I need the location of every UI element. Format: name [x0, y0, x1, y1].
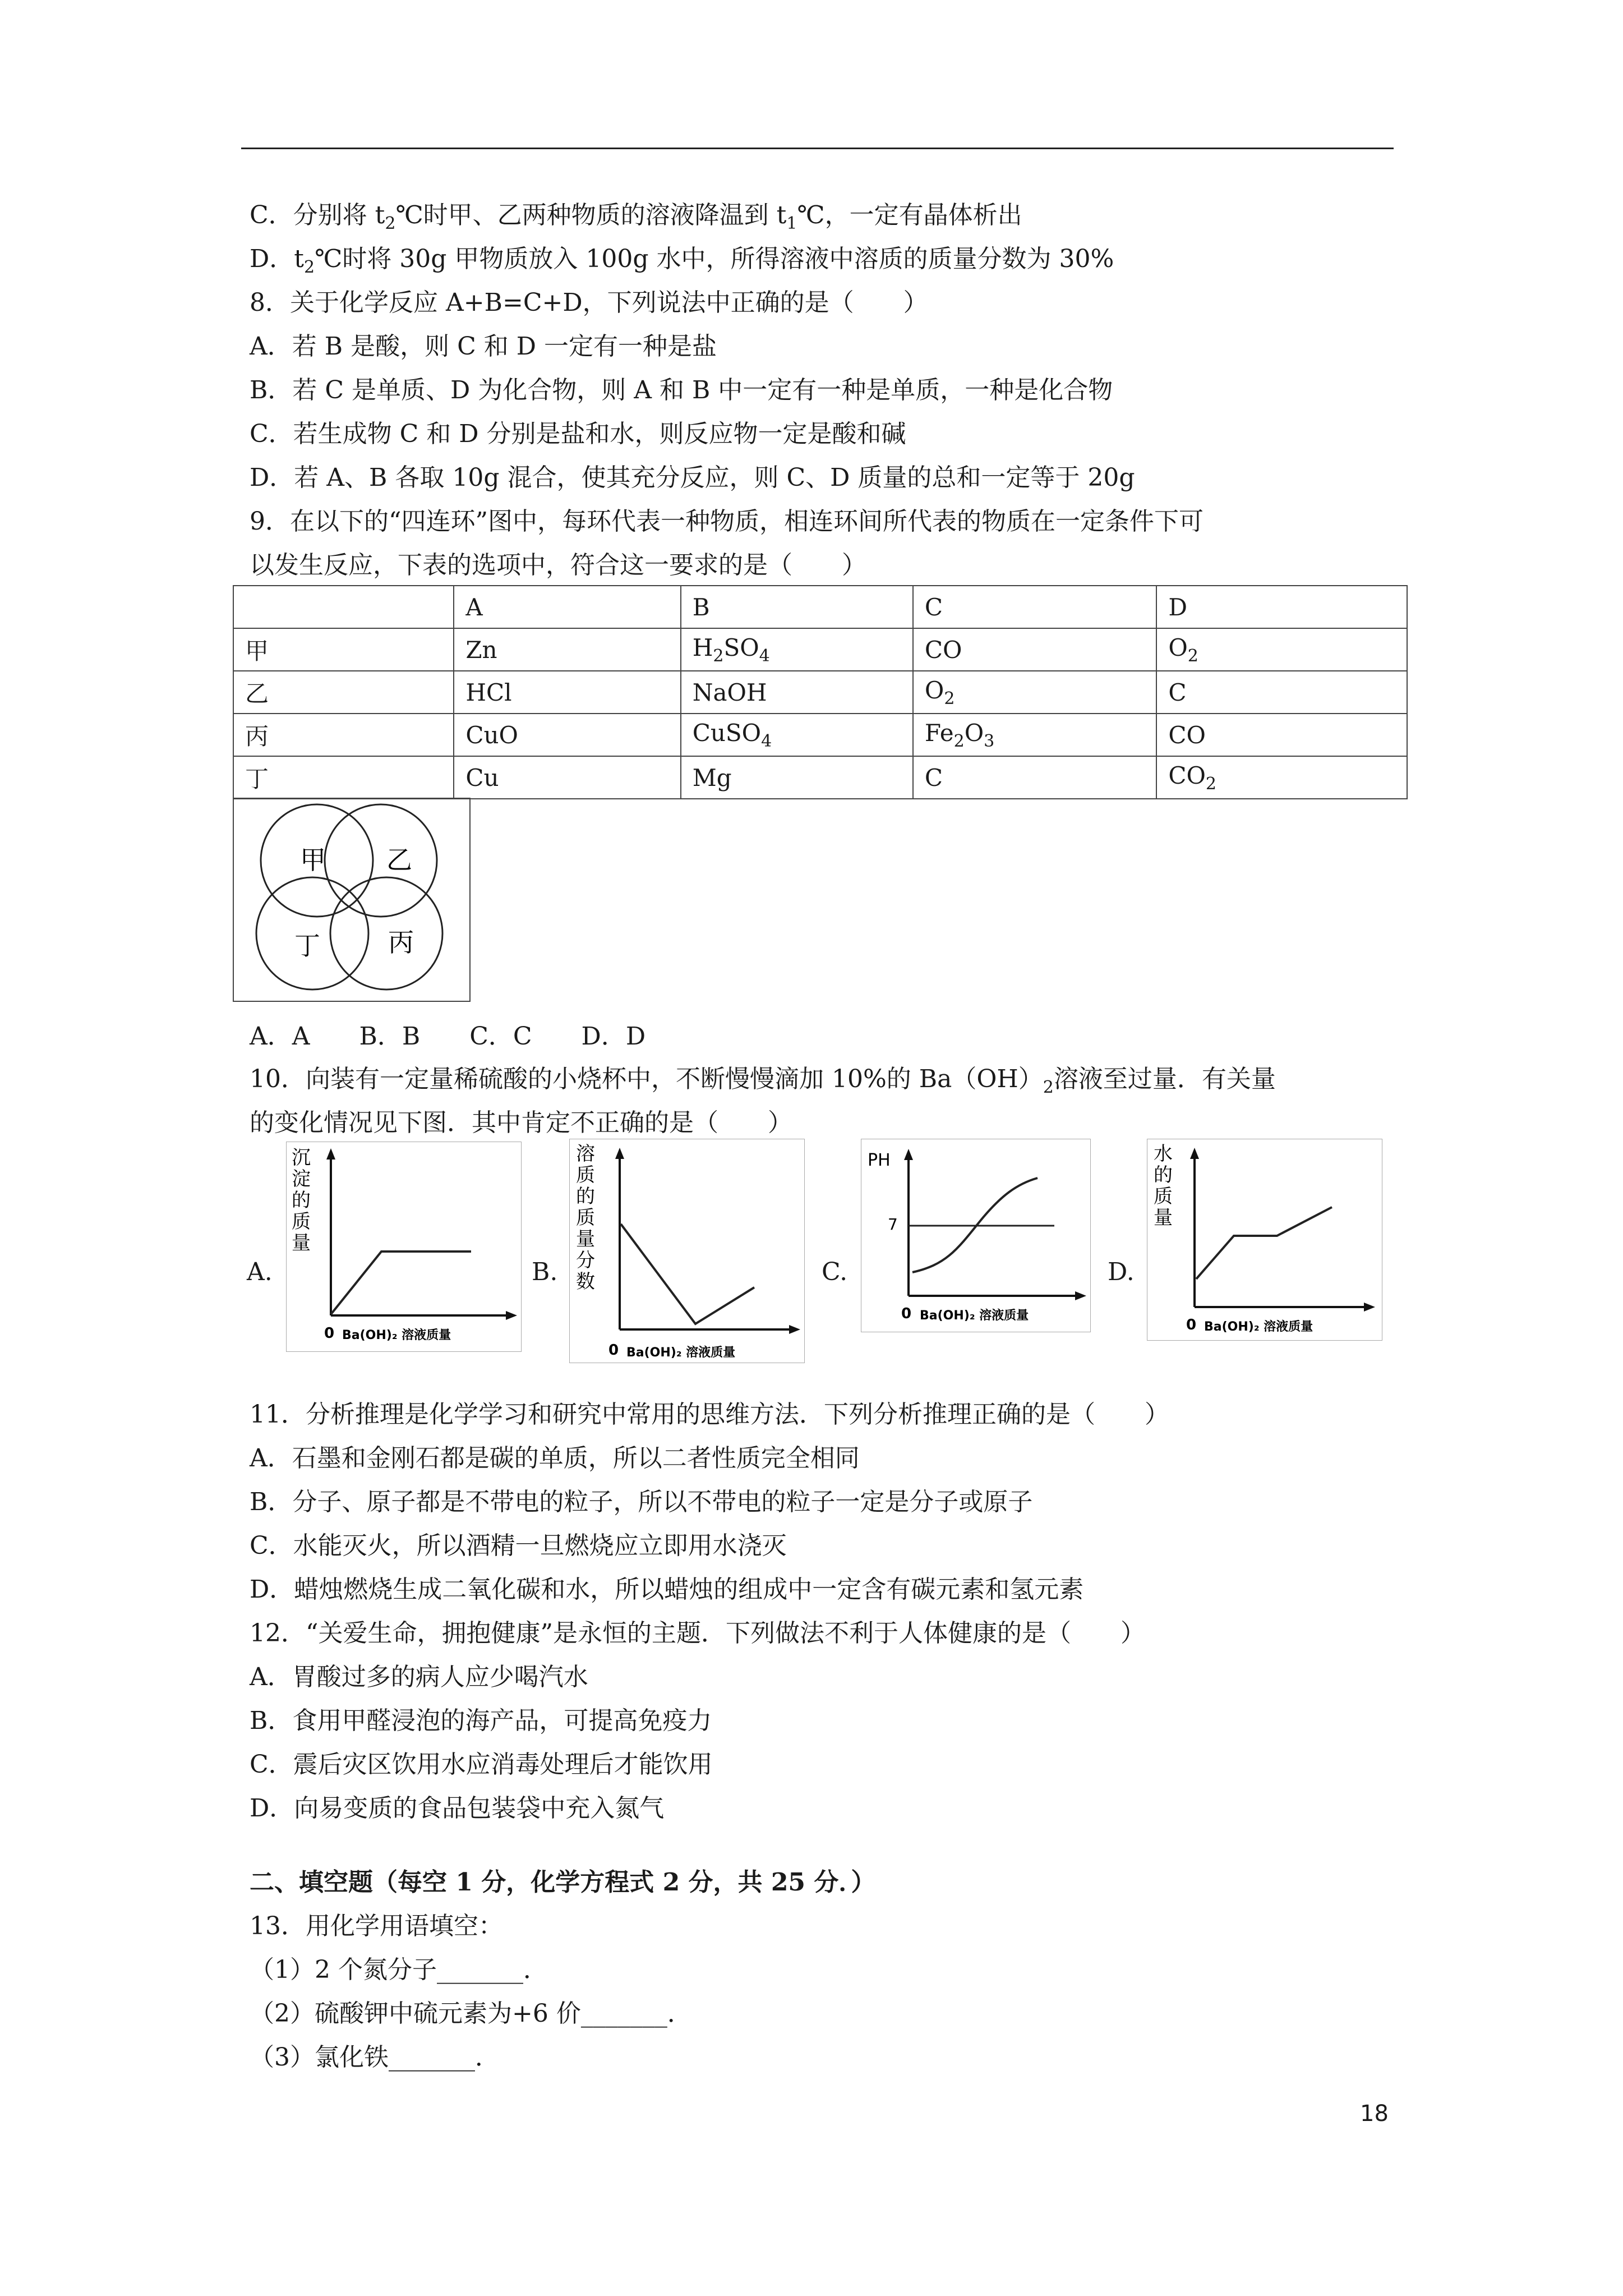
- table-row-label: 乙: [233, 671, 454, 714]
- q12-option-d: D．向易变质的食品包装袋中充入氮气: [250, 1794, 665, 1823]
- ring-label-ding: 丁: [294, 931, 320, 961]
- table-header-cell: A: [454, 586, 680, 628]
- table-row: [233, 756, 1407, 799]
- table-cell: Zn: [454, 628, 680, 671]
- q8-option-c: C．若生成物 C 和 D 分别是盐和水，则反应物一定是酸和碱: [250, 420, 906, 448]
- graph-b-ylabel: 溶质的质量分数: [576, 1143, 595, 1293]
- table-header-cell: [233, 586, 454, 628]
- q8-option-b: B．若 C 是单质、D 为化合物，则 A 和 B 中一定有一种是单质，一种是化合物: [250, 376, 1113, 404]
- graph-c: [861, 1139, 1091, 1332]
- graph-c-origin: 0: [901, 1305, 912, 1322]
- table-cell: CuO: [454, 714, 680, 756]
- table-cell: CuSO$_4$: [681, 714, 913, 756]
- question-8: 8．关于化学反应 A+B=C+D，下列说法中正确的是（ ）: [250, 288, 928, 317]
- table-cell: CO: [913, 628, 1156, 671]
- table-row-label: 丙: [233, 714, 454, 756]
- q13-blank-2: （2）硫酸钾中硫元素为+6 价_______．: [250, 1999, 692, 2028]
- header-rule: [241, 148, 1394, 149]
- table-header-cell: C: [913, 586, 1156, 628]
- graph-a-label: A.: [247, 1258, 273, 1286]
- q7-option-d: D．$t_2℃$时将 30g 甲物质放入 100g 水中，所得溶液中溶质的质量分数为 30%: [250, 245, 1114, 277]
- q9-answer-options: A．A B．B C．C D．D: [250, 1022, 646, 1051]
- graph-b-curve: [621, 1224, 754, 1324]
- question-9-line2: 以发生反应，下表的选项中，符合这一要求的是（ ）: [250, 551, 866, 579]
- q8-option-a: A．若 B 是酸，则 C 和 D 一定有一种是盐: [250, 332, 717, 361]
- q12-option-b: B．食用甲醛浸泡的海产品，可提高免疫力: [250, 1706, 712, 1735]
- question-12: 12．“关爱生命，拥抱健康”是永恒的主题．下列做法不利于人体健康的是（ ）: [250, 1619, 1145, 1648]
- graph-c-xlabel: Ba(OH)₂ 溶液质量: [920, 1309, 1029, 1323]
- table-header-cell: D: [1156, 586, 1407, 628]
- table-cell: C: [1156, 671, 1407, 714]
- graph-d-origin: 0: [1186, 1317, 1197, 1333]
- graph-d-curve: [1196, 1207, 1332, 1279]
- graph-a-ylabel: 沉淀的质量: [292, 1147, 311, 1254]
- q11-option-c: C．水能灭火，所以酒精一旦燃烧应立即用水浇灭: [250, 1531, 787, 1560]
- q13-blank-3: （3）氯化铁_______．: [250, 2043, 500, 2072]
- page-number: 18: [1360, 2101, 1389, 2127]
- ring-label-jia: 甲: [300, 845, 326, 875]
- graph-b: [569, 1139, 805, 1363]
- table-cell: NaOH: [681, 671, 913, 714]
- question-13: 13．用化学用语填空：: [250, 1912, 503, 1940]
- graph-a: [286, 1142, 522, 1352]
- section-2-heading: 二、填空题（每空 1 分，化学方程式 2 分，共 25 分．）: [250, 1868, 876, 1897]
- q12-option-a: A．胃酸过多的病人应少喝汽水: [250, 1663, 588, 1691]
- ring-label-bing: 丙: [388, 927, 414, 958]
- table-cell: CO: [1156, 714, 1407, 756]
- table-cell: $CO_2$: [1156, 756, 1407, 799]
- question-11: 11．分析推理是化学学习和研究中常用的思维方法．下列分析推理正确的是（ ）: [250, 1400, 1169, 1429]
- table-row: [233, 671, 1407, 714]
- question-10-line2: 的变化情况见下图．其中肯定不正确的是（ ）: [250, 1108, 792, 1137]
- table-row-label: 丁: [233, 756, 454, 799]
- table-cell: Mg: [681, 756, 913, 799]
- table-cell: $O_2$: [913, 671, 1156, 714]
- q12-option-c: C．震后灾区饮用水应消毒处理后才能饮用: [250, 1750, 713, 1779]
- graph-b-xlabel: Ba(OH)₂ 溶液质量: [626, 1346, 736, 1360]
- graph-c-label: C.: [822, 1258, 848, 1286]
- ring-label-yi: 乙: [386, 845, 412, 875]
- question-10-line1: 10．向装有一定量稀硫酸的小烧杯中，不断慢慢滴加 10%的 $Ba(OH)_2$溶液至过量．有关量: [250, 1065, 1276, 1097]
- table-cell: $H_2SO_4$: [681, 628, 913, 671]
- graph-b-origin: 0: [608, 1342, 619, 1359]
- graph-a-xlabel: Ba(OH)₂ 溶液质量: [342, 1328, 451, 1342]
- graph-b-label: B.: [532, 1258, 558, 1286]
- ring-bing: [330, 877, 442, 990]
- table-cell: HCl: [454, 671, 680, 714]
- table-row: [233, 628, 1407, 671]
- q8-option-d: D．若 A、B 各取 10g 混合，使其充分反应，则 C、D 质量的总和一定等于 20g: [250, 463, 1135, 492]
- q9-options-table: [233, 585, 1408, 799]
- q11-option-d: D．蜡烛燃烧生成二氧化碳和水，所以蜡烛的组成中一定含有碳元素和氢元素: [250, 1575, 1084, 1604]
- graph-c-seven: 7: [888, 1215, 898, 1234]
- graph-d-xlabel: Ba(OH)₂ 溶液质量: [1204, 1320, 1313, 1334]
- four-rings-diagram: [233, 798, 471, 1002]
- table-cell: $O_2$: [1156, 628, 1407, 671]
- question-9-line1: 9．在以下的“四连环”图中，每环代表一种物质，相连环间所代表的物质在一定条件下可: [250, 507, 1204, 536]
- q11-option-a: A．石墨和金刚石都是碳的单质，所以二者性质完全相同: [250, 1444, 860, 1473]
- graph-d-label: D.: [1108, 1258, 1135, 1286]
- graph-a-origin: 0: [324, 1325, 335, 1342]
- table-row-label: 甲: [233, 628, 454, 671]
- q11-option-b: B．分子、原子都是不带电的粒子，所以不带电的粒子一定是分子或原子: [250, 1488, 1033, 1516]
- table-header-cell: B: [681, 586, 913, 628]
- table-row: [233, 714, 1407, 756]
- graph-d-ylabel: 水的质量: [1154, 1143, 1173, 1229]
- q7-option-c: C．分别将 $t_2℃$时甲、乙两种物质的溶液降温到 $t_1℃$，一定有晶体析出: [250, 201, 1022, 233]
- table-cell: $Fe_2O_3$: [913, 714, 1156, 756]
- graph-d: [1147, 1139, 1382, 1341]
- table-cell: C: [913, 756, 1156, 799]
- graph-c-ylabel: PH: [868, 1151, 891, 1170]
- graph-a-curve: [331, 1251, 471, 1314]
- q13-blank-1: （1）2 个氮分子_______．: [250, 1955, 548, 1984]
- table-cell: Cu: [454, 756, 680, 799]
